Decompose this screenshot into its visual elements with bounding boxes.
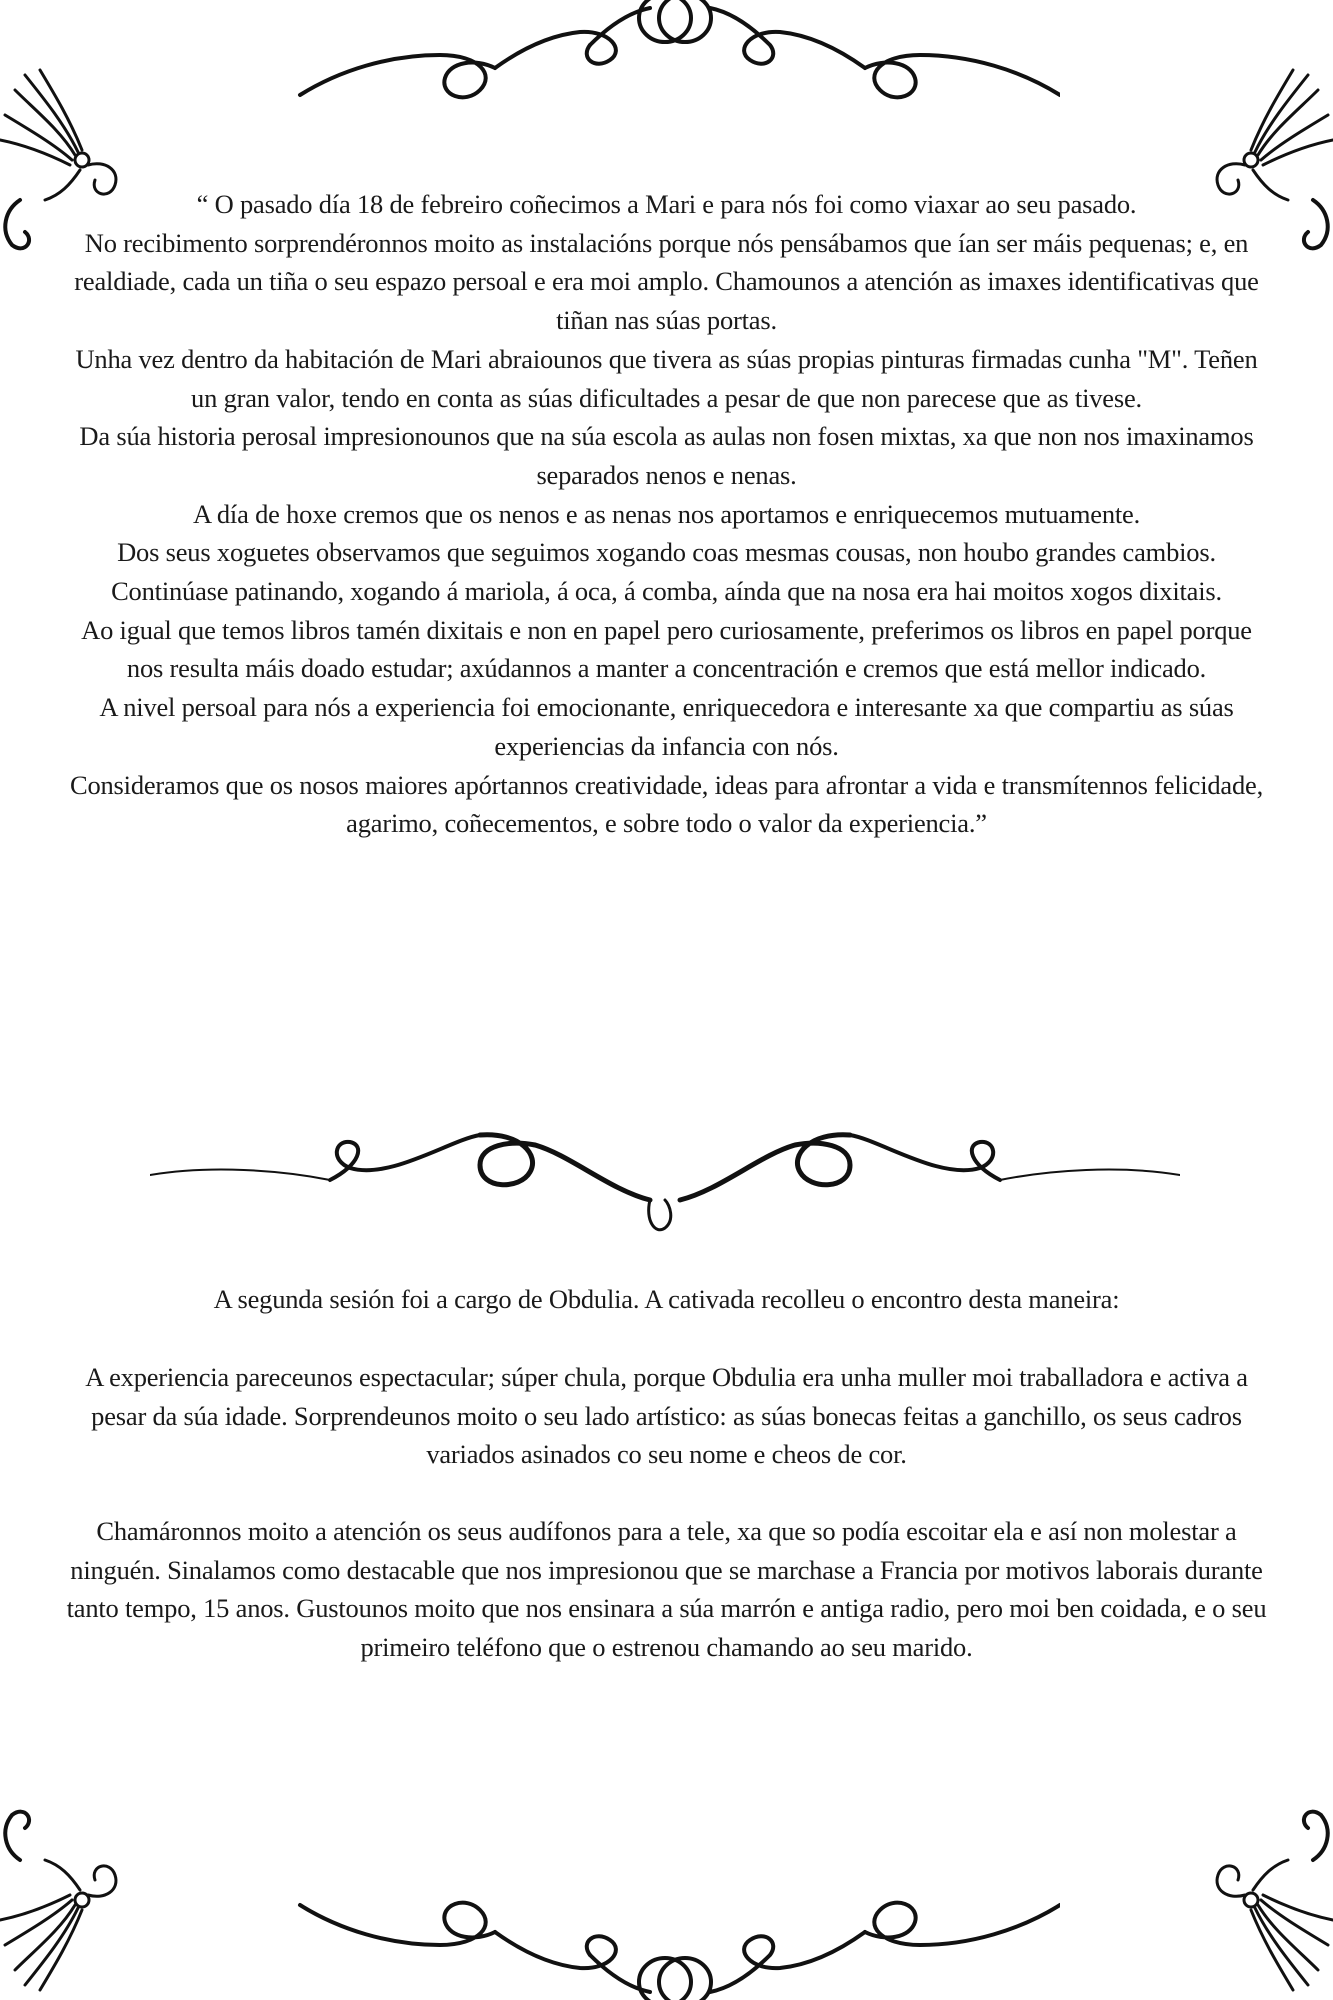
testimony-paragraph: No recibimento sorprendéronnos moito as instalacións porque nós pensábamos que ían ser máis pequenas; e, en realdiade, cada un tiña o seu espazo persoal e era moi amplo. Chamounos a atención as imaxes identificativas que tiñan nas súas portas. bbox=[74, 227, 1259, 336]
testimony-paragraph: Unha vez dentro da habitación de Mari abraiounos que tivera as súas propias pinturas firmadas cunha "M". Teñen un gran valor, tendo en conta as súas dificultades a pesar de que non parecese que as tivese. bbox=[75, 343, 1258, 413]
testimony-paragraph: Da súa historia perosal impresionounos que na súa escola as aulas non fosen mixtas, xa que non nos imaxinamos separados nenos e nenas. bbox=[79, 421, 1254, 490]
middle-divider-ornament bbox=[150, 1100, 1180, 1240]
session-intro bbox=[60, 1280, 1273, 1319]
testimony-quote bbox=[60, 185, 1273, 843]
testimony-paragraph: “ O pasado día 18 de febreiro coñecimos a Mari e para nós foi como viaxar ao seu pasado. bbox=[196, 189, 1137, 219]
testimony-paragraph: Consideramos que os nosos maiores apórtannos creatividade, ideas para afrontar a vida e transmítennos felicidade, agarimo, coñecementos, e sobre todo o valor da experiencia.” bbox=[69, 769, 1264, 839]
top-swirl-border bbox=[280, 0, 1060, 120]
bottom-left-flower-ornament bbox=[0, 1800, 130, 2000]
testimony-paragraph: A día de hoxe cremos que os nenos e as nenas nos aportamos e enriquecemos mutuamente. bbox=[192, 498, 1141, 529]
session-paragraph-2 bbox=[60, 1512, 1273, 1667]
bottom-swirl-border bbox=[280, 1880, 1060, 2000]
session-intro-text: A segunda sesión foi a cargo de Obdulia. A cativada recolleu o encontro desta maneira: bbox=[213, 1284, 1120, 1314]
testimony-paragraph: A nivel persoal para nós a experiencia foi emocionante, enriquecedora e interesante xa que compartiu as súas experiencias da infancia con nós. bbox=[99, 692, 1234, 761]
session-paragraph-1 bbox=[60, 1358, 1273, 1474]
testimony-paragraph: Ao igual que temos libros tamén dixitais e non en papel pero curiosamente, preferimos os libros en papel porque nos resulta máis doado estudar; axúdannos a manter a concentración e cremos que está mellor indicado. bbox=[81, 614, 1252, 684]
testimony-paragraph: Dos seus xoguetes observamos que seguimos xogando coas mesmas cousas, non houbo grandes cambios. Continúase patinando, xogando á mariola, á oca, á comba, aínda que na nosa era hai moitos xogos dixitais. bbox=[111, 537, 1222, 607]
bottom-right-flower-ornament bbox=[1203, 1800, 1333, 2000]
session-paragraph-text: A experiencia pareceunos espectacular; súper chula, porque Obdulia era unha muller moi traballadora e activa a pesar da súa idade. Sorprendeunos moito o seu lado artístico: as súas bonecas feitas a ganchillo, os seus cadros variados asinados co seu nome e cheos de cor. bbox=[85, 1362, 1248, 1470]
session-paragraph-text: Chamáronnos moito a atención os seus audífonos para a tele, xa que so podía escoitar ela e así non molestar a ninguén. Sinalamos como destacable que nos impresionou que se marchase a Francia por motivos laborais durante tanto tempo, 15 anos. Gustounos moito que nos ensinara a súa marrón e antiga radio, pero moi ben coidada, e o seu primeiro teléfono que o estrenou chamando ao seu marido. bbox=[66, 1516, 1267, 1663]
